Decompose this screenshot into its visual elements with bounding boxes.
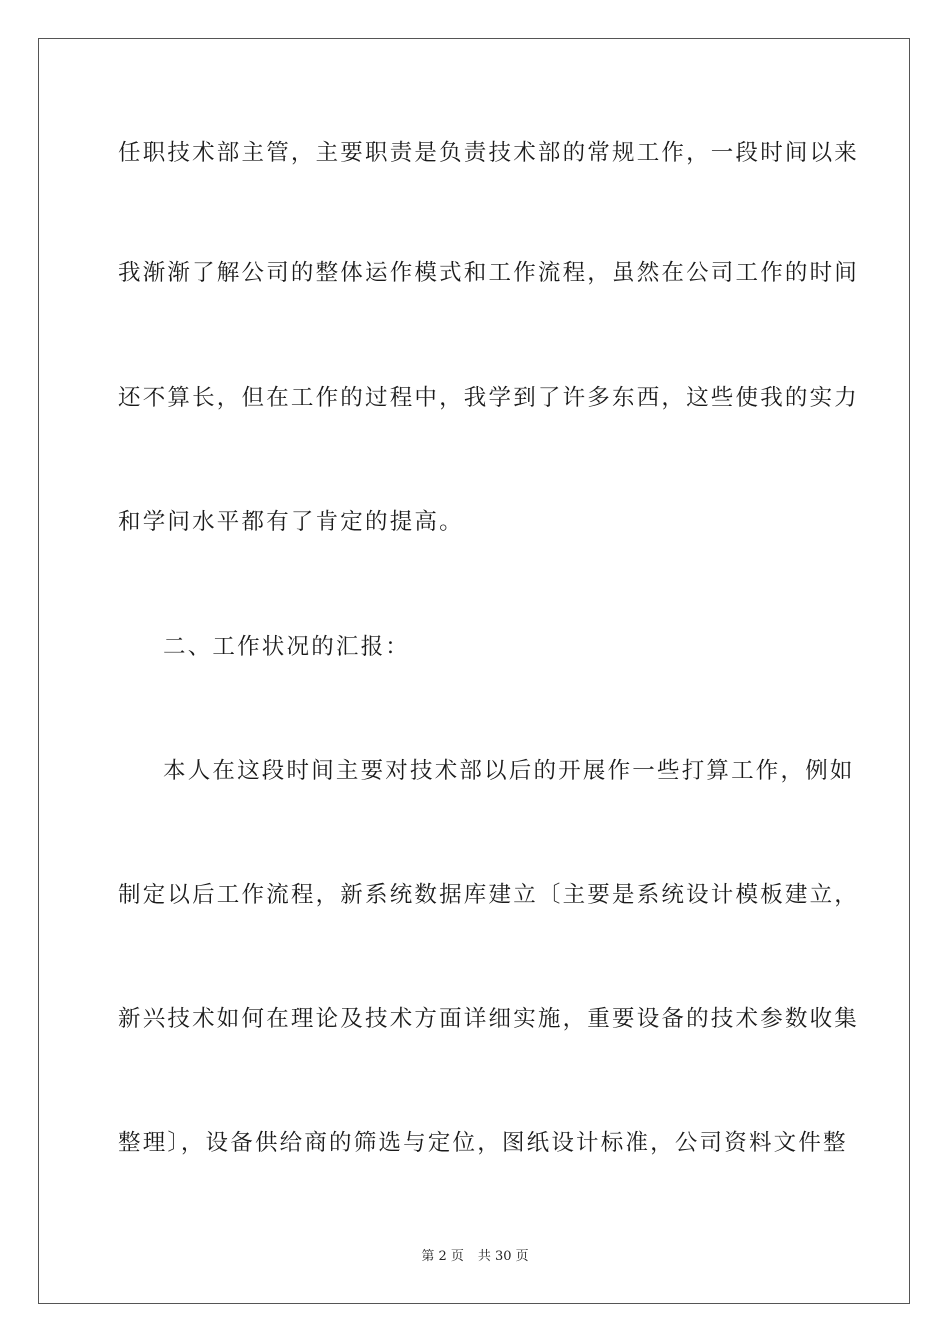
text-line: 本人在这段时间主要对技术部以后的开展作一些打算工作，例如 bbox=[163, 758, 855, 784]
text-line: 我渐渐了解公司的整体运作模式和工作流程，虽然在公司工作的时间 bbox=[118, 260, 860, 286]
text-line: 还不算长，但在工作的过程中，我学到了许多东西，这些使我的实力 bbox=[118, 385, 860, 411]
page-border bbox=[38, 38, 910, 1304]
text-line: 新兴技术如何在理论及技术方面详细实施，重要设备的技术参数收集 bbox=[118, 1006, 860, 1032]
text-line: 整理〕，设备供给商的筛选与定位，图纸设计标准，公司资料文件整 bbox=[118, 1130, 848, 1156]
section-heading: 二、工作状况的汇报： bbox=[163, 634, 411, 660]
text-line: 和学问水平都有了肯定的提高。 bbox=[118, 509, 464, 535]
page-footer bbox=[0, 1248, 950, 1266]
text-line: 任职技术部主管，主要职责是负责技术部的常规工作，一段时间以来 bbox=[118, 140, 860, 166]
page-number: 第 2 页 bbox=[421, 1249, 464, 1264]
page-total: 共 30 页 bbox=[477, 1249, 529, 1264]
text-line: 制定以后工作流程，新系统数据库建立〔主要是系统设计模板建立， bbox=[118, 882, 860, 908]
